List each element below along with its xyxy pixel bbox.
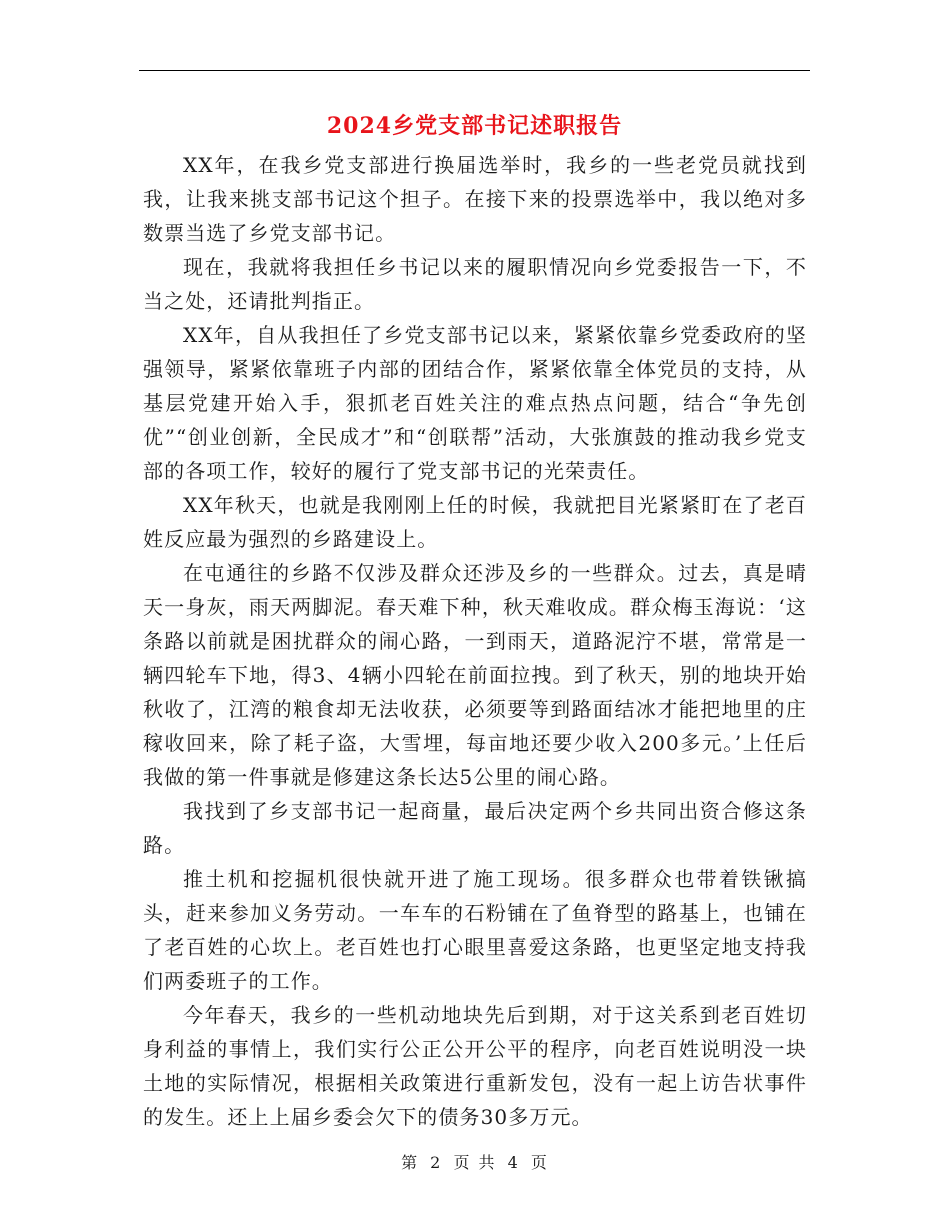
document-body [143, 148, 807, 1134]
footer-middle: 页 共 [453, 1153, 497, 1172]
footer-suffix: 页 [530, 1153, 549, 1172]
paragraph-7: 推土机和挖掘机很快就开进了施工现场。很多群众也带着铁锹搞头，赶来参加义务劳动。一车车的石粉铺在了鱼脊型的路基上，也铺在了老百姓的心坎上。老百姓也打心眼里喜爱这条路，也更坚定地支持我们两委班子的工作。 [143, 867, 807, 993]
paragraph-6: 我找到了乡支部书记一起商量，最后决定两个乡共同出资合修这条路。 [143, 799, 807, 857]
paragraph-4: XX年秋天，也就是我刚刚上任的时候，我就把目光紧紧盯在了老百姓反应最为强烈的乡路建设上。 [143, 493, 807, 551]
paragraph-5: 在屯通往的乡路不仅涉及群众还涉及乡的一些群众。过去，真是晴天一身灰，雨天两脚泥。春天难下种，秋天难收成。群众梅玉海说：‘这条路以前就是困扰群众的闹心路，一到雨天，道路泥泞不堪，常常是一辆四轮车下地，得3、4辆小四轮在前面拉拽。到了秋天，别的地块开始秋收了，江湾的粮食却无法收获，必须要等到路面结冰才能把地里的庄稼收回来，除了耗子盗，大雪埋，每亩地还要少收入200多元。’上任后我做的第一件事就是修建这条长达5公里的闹心路。 [143, 561, 807, 789]
footer-prefix: 第 [401, 1153, 420, 1172]
header-rule [139, 70, 810, 71]
footer-total-pages: 4 [507, 1153, 520, 1172]
paragraph-3: XX年，自从我担任了乡党支部书记以来，紧紧依靠乡党委政府的坚强领导，紧紧依靠班子内部的团结合作，紧紧依靠全体党员的支持，从基层党建开始入手，狠抓老百姓关注的难点热点问题，结合“争先创优”“创业创新，全民成才”和“创联帮”活动，大张旗鼓的推动我乡党支部的各项工作，较好的履行了党支部书记的光荣责任。 [143, 323, 807, 483]
paragraph-1: XX年，在我乡党支部进行换届选举时，我乡的一些老党员就找到我，让我来挑支部书记这个担子。在接下来的投票选举中，我以绝对多数票当选了乡党支部书记。 [143, 153, 807, 245]
footer-page-number: 2 [430, 1153, 443, 1172]
document-title: 2024乡党支部书记述职报告 [326, 113, 623, 139]
paragraph-2: 现在，我就将我担任乡书记以来的履职情况向乡党委报告一下，不当之处，还请批判指正。 [143, 255, 807, 313]
paragraph-8: 今年春天，我乡的一些机动地块先后到期，对于这关系到老百姓切身利益的事情上，我们实行公正公开公平的程序，向老百姓说明没一块土地的实际情况，根据相关政策进行重新发包，没有一起上访告状事件的发生。还上上届乡委会欠下的债务30多万元。 [143, 1003, 807, 1129]
page-footer [0, 1150, 950, 1173]
